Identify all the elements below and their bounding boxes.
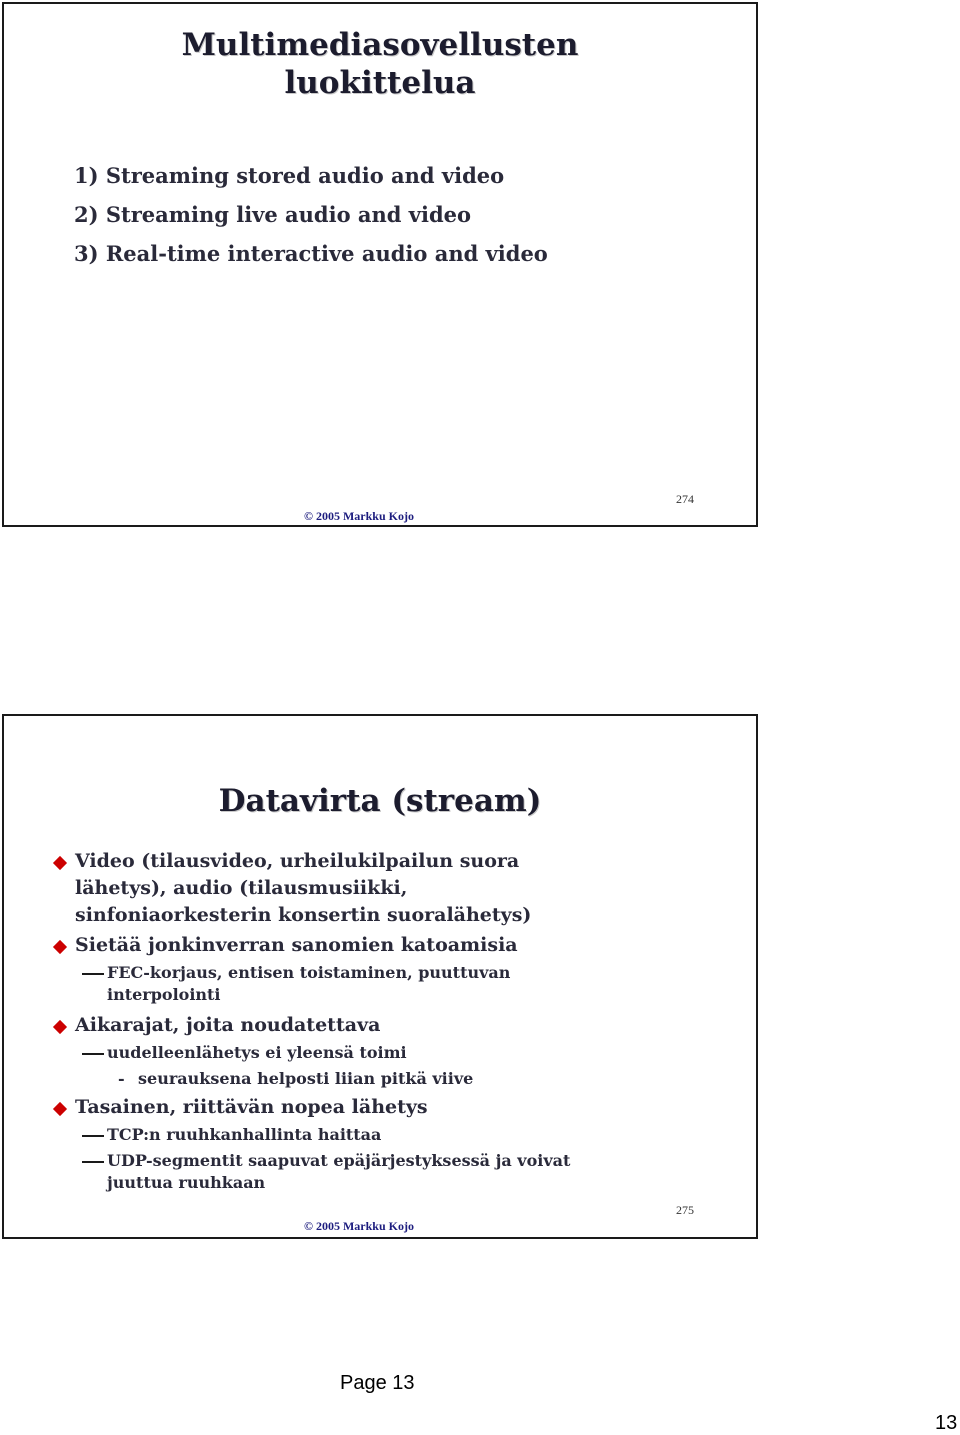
slide-number: 274: [676, 492, 694, 506]
dash-bullet-icon: [82, 1161, 104, 1163]
numbered-list: [74, 156, 548, 273]
bullet-item: Sietää jonkinverran sanomien katoamisia: [52, 932, 712, 959]
slide-number: 275: [676, 1203, 694, 1217]
dash-bullet-icon: [82, 1053, 104, 1055]
red-diamond-bullet-icon: [53, 1102, 67, 1116]
slide-274: [2, 2, 758, 527]
page-number: 13: [935, 1412, 958, 1434]
slide-title: [4, 26, 756, 102]
slide-title: Datavirta (stream): [218, 783, 542, 819]
slide-title-line1: Multimediasovellusten: [181, 27, 579, 63]
list-item: 3) Real-time interactive audio and video: [74, 241, 548, 266]
dash-bullet-icon: [82, 973, 104, 975]
list-item: 1) Streaming stored audio and video: [74, 163, 505, 188]
bullet-item: Tasainen, riittävän nopea lähetys: [52, 1094, 712, 1121]
bullet-list: [52, 848, 712, 1194]
sub-bullet-item: TCP:n ruuhkanhallinta haittaa: [52, 1124, 712, 1146]
bullet-item: Aikarajat, joita noudatettava: [52, 1012, 712, 1039]
sub-bullet-item: FEC-korjaus, entisen toistaminen, puuttuvan interpolointi: [52, 962, 712, 1006]
red-diamond-bullet-icon: [53, 1020, 67, 1034]
hyphen-bullet: -: [118, 1069, 125, 1088]
red-diamond-bullet-icon: [53, 940, 67, 954]
copyright-footer: © 2005 Markku Kojo: [304, 1219, 414, 1233]
page-label: Page 13: [340, 1372, 415, 1394]
sub-bullet-item: uudelleenlähetys ei yleensä toimi: [52, 1042, 712, 1064]
red-diamond-bullet-icon: [53, 856, 67, 870]
copyright-footer: © 2005 Markku Kojo: [304, 509, 414, 523]
slide-275: [2, 714, 758, 1239]
bullet-item: Video (tilausvideo, urheilukilpailun suora lähetys), audio (tilausmusiikki, sinfoniaorkesterin konsertin suoralähetys): [52, 848, 712, 929]
list-item: 2) Streaming live audio and video: [74, 202, 472, 227]
slide-title-line2: luokittelua: [284, 65, 476, 101]
sub-bullet-item: UDP-segmentit saapuvat epäjärjestyksessä ja voivat juuttua ruuhkaan: [52, 1150, 712, 1194]
dash-bullet-icon: [82, 1135, 104, 1137]
sub-sub-bullet-item: - seurauksena helposti liian pitkä viive: [118, 1069, 474, 1088]
